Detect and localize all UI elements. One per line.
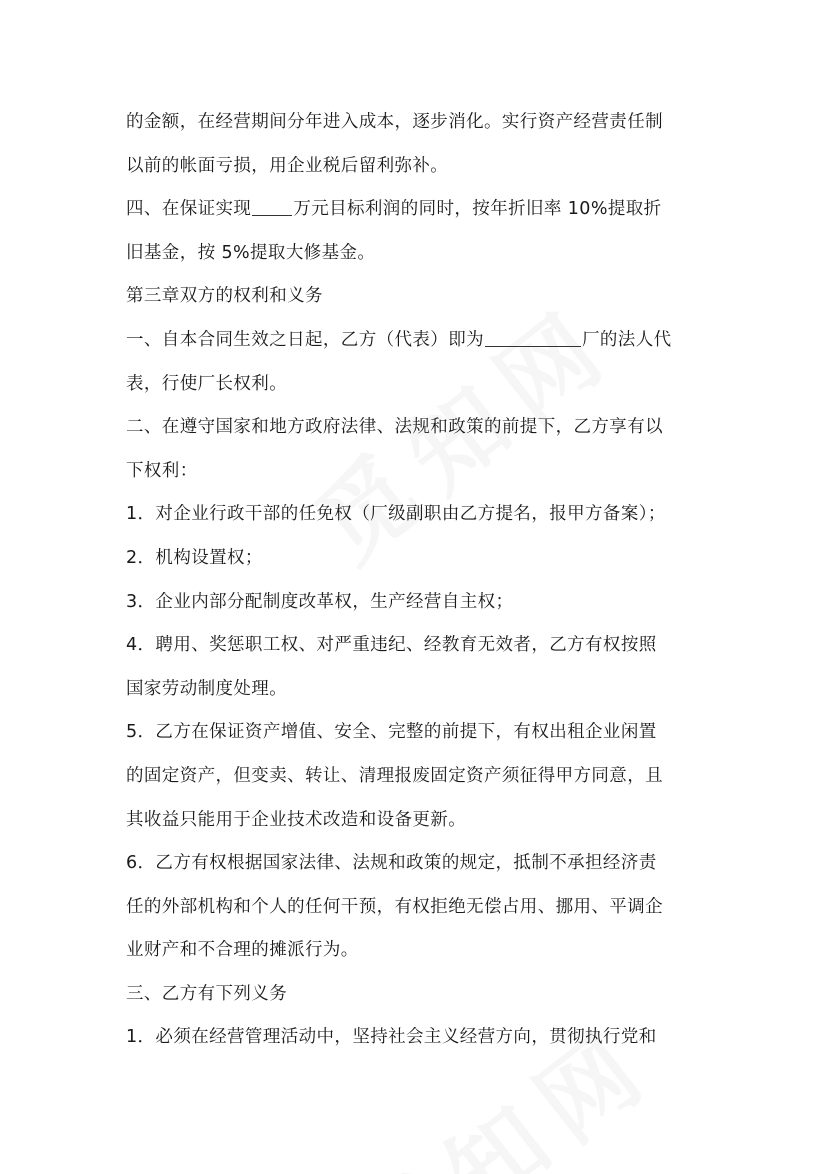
list-item: 3．企业内部分配制度改革权，生产经营自主权； [126, 591, 514, 612]
list-item: 1．对企业行政干部的任免权（厂级副职由乙方提名，报甲方备案）； [126, 504, 666, 525]
text-segment: 一、自本合同生效之日起，乙方（代表）即为 [126, 329, 484, 350]
text-line: 下权利： [126, 460, 198, 481]
chapter-heading: 第三章双方的权利和义务 [126, 286, 323, 307]
section-heading: 三、乙方有下列义务 [126, 983, 288, 1004]
text-segment: 四、在保证实现 [126, 199, 252, 220]
text-line: 国家劳动制度处理。 [126, 678, 288, 699]
list-item: 4．聘用、奖惩职工权、对严重违纪、经教育无效者，乙方有权按照 [126, 635, 657, 656]
text-line: 以前的帐面亏损，用企业税后留利弥补。 [126, 155, 449, 176]
text-line [126, 319, 716, 363]
text-line: 其收益只能用于企业技术改造和设备更新。 [126, 809, 467, 830]
text-line: 任的外部机构和个人的任何干预，有权拒绝无偿占用、挪用、平调企 [126, 896, 663, 917]
list-item: 6．乙方有权根据国家法律、法规和政策的规定，抵制不承担经济责 [126, 853, 657, 874]
text-line: 的金额，在经营期间分年进入成本，逐步消化。实行资产经营责任制 [126, 112, 663, 132]
fill-in-blank [252, 197, 292, 216]
text-line: 旧基金，按 5%提取大修基金。 [126, 242, 376, 263]
text-line [126, 188, 716, 232]
text-line: 业财产和不合理的摊派行为。 [126, 940, 359, 961]
document-body [126, 101, 716, 1060]
text-line: 的固定资产，但变卖、转让、清理报废固定资产须征得甲方同意，且 [126, 765, 663, 786]
list-item: 5．乙方在保证资产增值、安全、完整的前提下，有权出租企业闲置 [126, 722, 657, 743]
list-item: 1．必须在经营管理活动中，坚持社会主义经营方向，贯彻执行党和 [126, 1027, 657, 1048]
text-segment: 厂的法人代 [582, 329, 672, 350]
text-line: 二、在遵守国家和地方政府法律、法规和政策的前提下，乙方享有以 [126, 417, 663, 438]
text-segment: 万元目标利润的同时，按年折旧率 10%提取折 [293, 199, 662, 220]
text-line: 表，行使厂长权利。 [126, 373, 288, 394]
list-item: 2．机构设置权； [126, 547, 263, 568]
fill-in-blank [485, 328, 581, 347]
